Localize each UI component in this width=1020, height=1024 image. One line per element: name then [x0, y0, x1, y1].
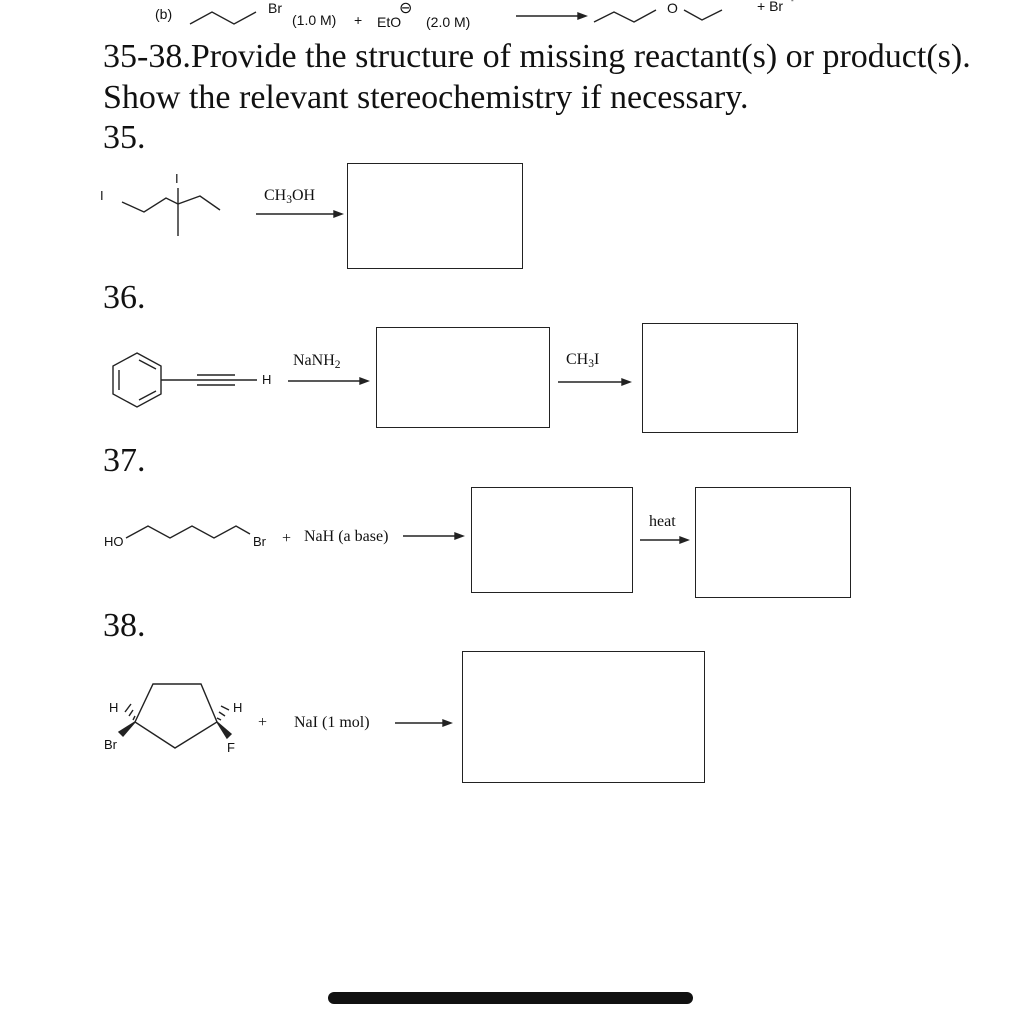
q35-reagent-sub: 3	[286, 193, 292, 206]
top-arrowhead-icon	[578, 13, 586, 19]
q38-ring	[135, 684, 217, 748]
q37-bromo-alcohol-chain	[126, 522, 256, 546]
q38-h-right: H	[233, 700, 243, 715]
q37-plus: +	[282, 530, 292, 547]
q35-diiodide-structure	[100, 168, 230, 240]
q36-phenylacetylene-structure	[105, 350, 275, 410]
heading-line-1: 35-38.Provide the structure of missing reactant(s) or product(s).	[103, 38, 971, 75]
q36-benzene-ring	[113, 353, 161, 407]
q38-hash-right-2	[219, 712, 225, 716]
top-product-o-atom: O	[667, 0, 678, 16]
q37-arrow-1	[403, 530, 463, 542]
q37-carbon-chain	[126, 526, 250, 538]
q36-reagent-2-tail: I	[594, 351, 600, 368]
q37-arrow-2	[640, 534, 688, 546]
top-br-atom: Br	[268, 0, 282, 16]
q38-br-atom: Br	[104, 737, 117, 752]
q36-reagent-2-main: CH	[566, 351, 589, 368]
q36-answer-box-2[interactable]	[642, 323, 798, 433]
q38-f-atom: F	[227, 740, 235, 755]
q35-answer-box[interactable]	[347, 163, 523, 269]
q38-wedge-right-f	[217, 722, 231, 738]
q37-answer-box-2[interactable]	[695, 487, 851, 598]
top-byproduct: + Br	[757, 0, 784, 14]
question-35-number: 35.	[103, 119, 146, 156]
q36-reagent-1-main: NaNH	[293, 352, 335, 369]
home-indicator-bar[interactable]	[328, 992, 693, 1004]
question-38-number: 38.	[103, 607, 146, 644]
q36-reagent-2	[566, 351, 599, 369]
q38-arrowhead-icon	[443, 720, 451, 726]
q35-arrow	[256, 208, 342, 220]
q35-carbon-chain	[122, 196, 220, 212]
q35-reagent-tail: OH	[292, 187, 316, 204]
top-amount-2: (2.0 M)	[426, 14, 471, 30]
heading-line-2: Show the relevant stereochemistry if necessary.	[103, 79, 749, 116]
top-amount-1: (1.0 M)	[292, 12, 337, 28]
q35-reagent	[264, 187, 315, 205]
negative-charge-icon: ⊖	[399, 0, 413, 17]
q36-reagent-1	[293, 352, 341, 370]
q37-br-atom: Br	[253, 534, 266, 549]
q37-arrowhead-2-icon	[680, 537, 688, 543]
part-b-label: (b)	[155, 6, 173, 22]
q36-h-atom: H	[262, 372, 272, 387]
q38-plus: +	[258, 714, 268, 731]
q35-iodine-2: I	[175, 171, 179, 186]
q37-heat-label: heat	[649, 513, 676, 530]
q38-hash-right-3	[221, 706, 229, 710]
bromide-charge-icon: -	[791, 0, 794, 5]
top-reactant-chain	[190, 6, 270, 26]
q37-arrowhead-1-icon	[455, 533, 463, 539]
q35-arrowhead-icon	[334, 211, 342, 217]
q38-h-left: H	[109, 700, 119, 715]
q35-iodine-1: I	[100, 188, 104, 203]
q37-ho-group: HO	[104, 534, 124, 549]
top-reactant-bonds	[190, 12, 256, 24]
top-plus: +	[354, 12, 363, 28]
q38-arrow	[395, 717, 451, 729]
q37-answer-box-1[interactable]	[471, 487, 633, 593]
q38-hash-left-2	[129, 710, 133, 716]
q38-hash-left-1	[133, 716, 135, 720]
top-reaction-arrow	[516, 10, 586, 22]
q36-arrow-2	[558, 376, 630, 388]
q38-hash-right-1	[217, 718, 221, 720]
top-product-bonds-left	[594, 10, 656, 22]
top-product-ether	[594, 4, 724, 26]
q36-arrowhead-2-icon	[622, 379, 630, 385]
q36-answer-box-1[interactable]	[376, 327, 550, 428]
q38-reagent: NaI (1 mol)	[294, 714, 370, 731]
top-ethoxide: EtO	[377, 14, 402, 30]
q36-reagent-1-sub: 2	[334, 358, 341, 371]
question-37-number: 37.	[103, 442, 146, 479]
q35-reagent-main: CH	[264, 187, 287, 204]
q36-arrow-1	[288, 375, 368, 387]
q38-answer-box[interactable]	[462, 651, 705, 783]
q36-reagent-2-sub: 3	[588, 357, 594, 370]
q37-reagent: NaH (a base)	[304, 528, 389, 545]
top-product-bonds-right	[684, 10, 722, 20]
q36-arrowhead-1-icon	[360, 378, 368, 384]
q38-hash-left-3	[125, 704, 131, 712]
question-36-number: 36.	[103, 279, 146, 316]
q38-wedge-left-br	[119, 722, 135, 736]
